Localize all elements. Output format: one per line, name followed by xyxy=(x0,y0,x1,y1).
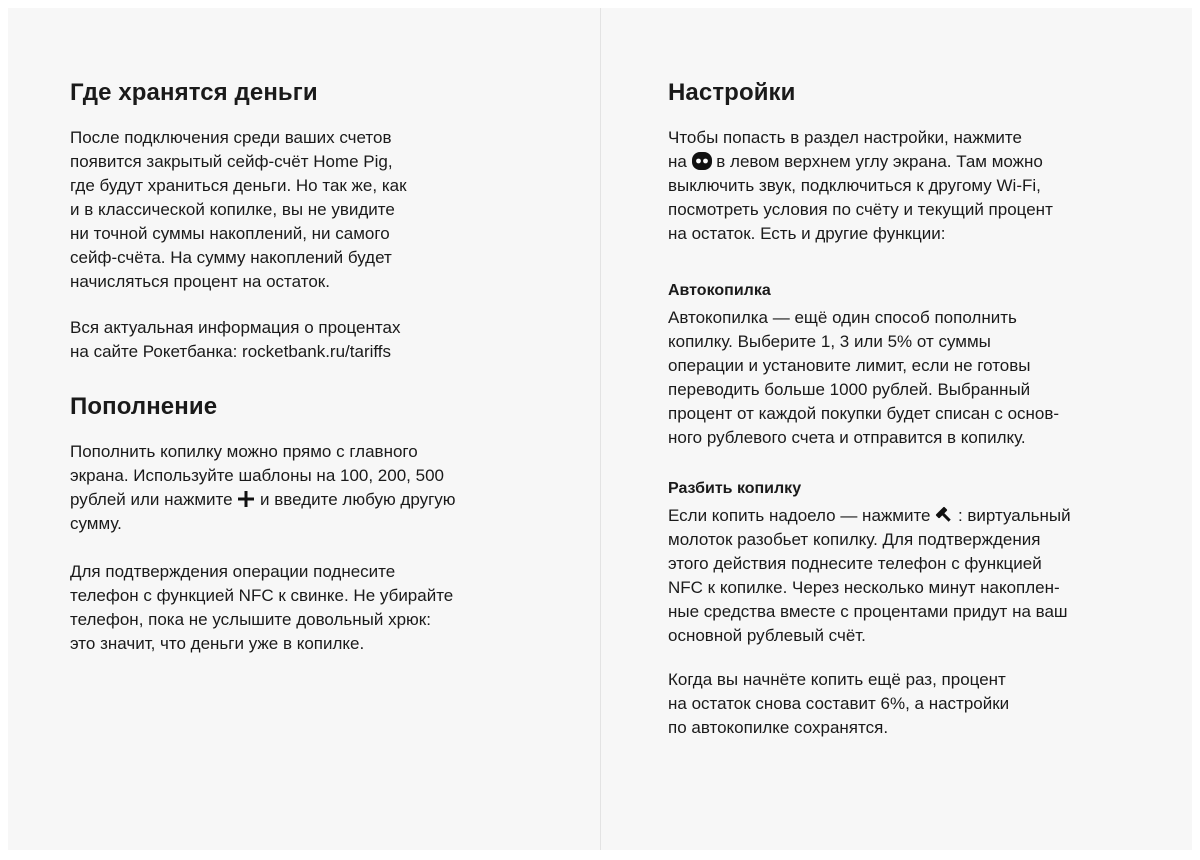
paragraph-settings xyxy=(668,126,1053,246)
paragraph-top-up-text-2: и введите любую другую сумму. xyxy=(70,490,456,533)
heading-settings: Настройки xyxy=(668,79,796,106)
paragraph-top-up xyxy=(70,440,456,536)
paragraph-nfc-confirm: Для подтверждения операции поднесите телефон с функцией NFC к свинке. Не убирайте телефон, пока не услышите довольный хрюк: это значит, что деньги уже в копилке. xyxy=(70,562,454,653)
plus-icon xyxy=(237,490,255,508)
paragraph-top-up-text-1: Пополнить копилку можно прямо с главного экрана. Используйте шаблоны на 100, 200, 500 рублей или нажмите xyxy=(70,442,444,509)
paragraph-break-text-2: : виртуальный молоток разобьет копилку. Для подтверждения этого действия поднесите телефон с функцией NFC к копилке. Через несколько минут накоплен- ные средства вместе с процентами придут на ваш основной рублевый счёт. xyxy=(668,506,1071,645)
paragraph-settings-text-1: на xyxy=(668,152,692,171)
paragraph-restart-saving: Когда вы начнёте копить ещё раз, процент на остаток снова составит 6%, а настройки по автокопилке сохранятся. xyxy=(668,670,1010,737)
pig-face-icon xyxy=(692,152,712,170)
document-spread xyxy=(8,8,1192,850)
subheading-auto-piggy: Автокопилка xyxy=(668,282,771,299)
left-page xyxy=(70,8,540,850)
paragraph-interest-info: Вся актуальная информация о процентах на сайте Рокетбанка: rocketbank.ru/tariffs xyxy=(70,318,401,361)
page-divider xyxy=(600,8,601,850)
right-page xyxy=(668,8,1138,850)
heading-top-up: Пополнение xyxy=(70,393,218,420)
hammer-icon xyxy=(935,506,953,524)
paragraph-settings-line1: Чтобы попасть в раздел настройки, нажмите xyxy=(668,128,1022,147)
paragraph-safe-account: После подключения среди ваших счетов появится закрытый сейф-счёт Home Pig, где будут храниться деньги. Но так же, как и в классической копилке, вы не увидите ни точной суммы накоплений, ни самого сейф-счёта. На сумму накоплений будет начисляться процент на остаток. xyxy=(70,128,407,291)
paragraph-break-text-1: Если копить надоело — нажмите xyxy=(668,506,936,525)
paragraph-settings-text-2: в левом верхнем углу экрана. Там можно выключить звук, подключиться к другому Wi-Fi, посмотреть условия по счёту и текущий процент на остаток. Есть и другие функции: xyxy=(668,152,1053,243)
paragraph-break-piggy xyxy=(668,504,1071,648)
heading-where-money-stored: Где хранятся деньги xyxy=(70,79,318,106)
paragraph-auto-piggy: Автокопилка — ещё один способ пополнить копилку. Выберите 1, 3 или 5% от суммы операции и установите лимит, если не готовы переводить больше 1000 рублей. Выбранный процент от каждой покупки будет списан с основ- ного рублевого счета и отправится в копилку. xyxy=(668,308,1060,447)
subheading-break-piggy: Разбить копилку xyxy=(668,480,802,497)
